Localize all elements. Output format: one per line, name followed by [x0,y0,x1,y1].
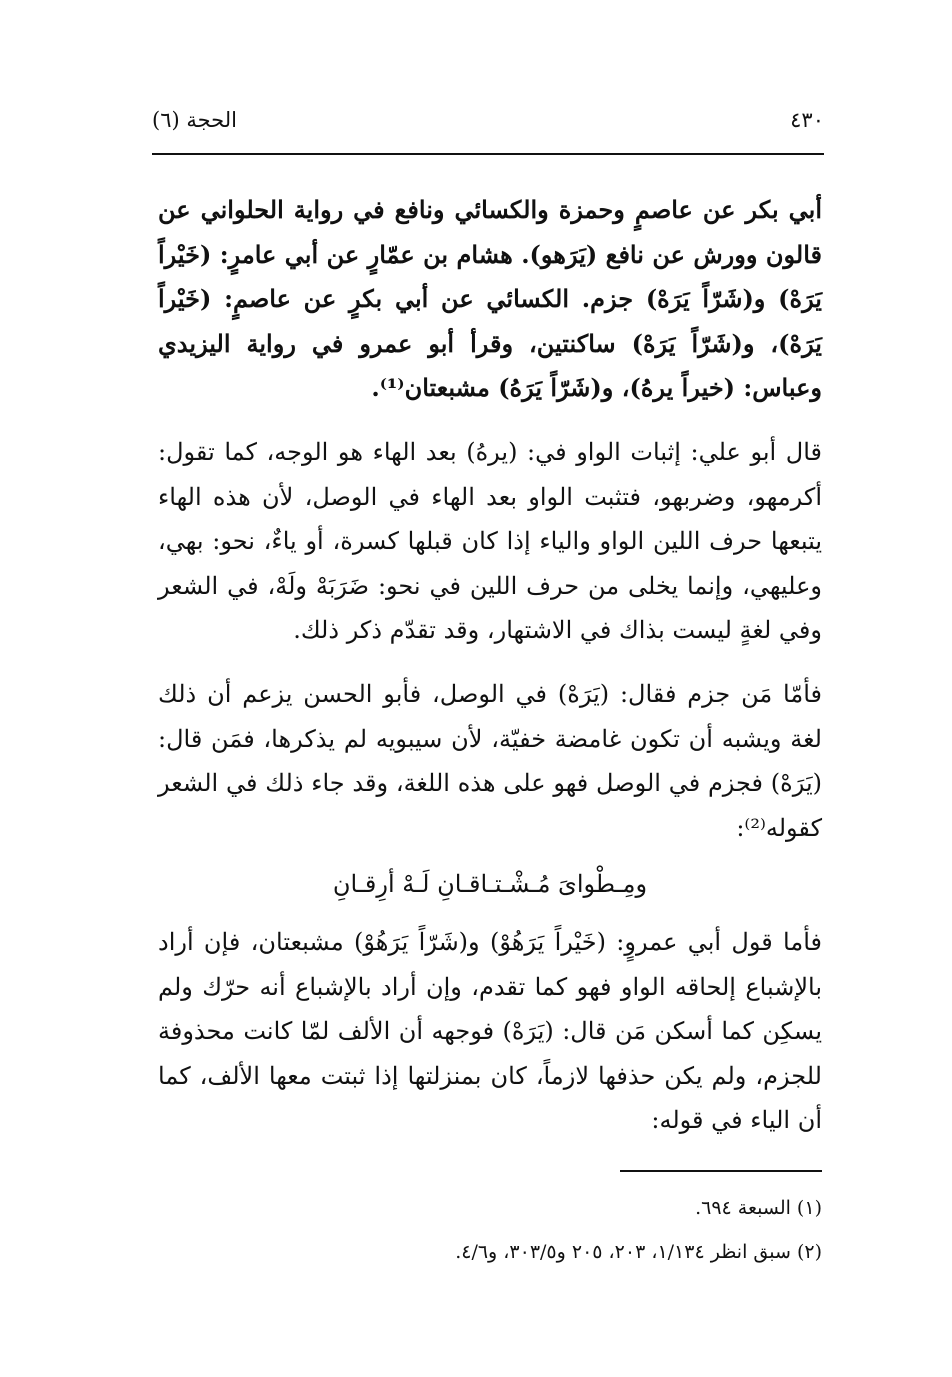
footnote-1: (١) السبعة ٦٩٤. [695,1197,822,1219]
paragraph-2-container [158,430,822,653]
poetry-verse: ومِـطْواىَ مُـشْـتـاقـانِ لَـهْ أرِقـانِ [332,870,648,898]
paragraph-1-container [158,188,822,411]
paragraph-abu-amr: فأما قول أبي عمروٍ: (خَيْراً يَرَهُوْ) و(شَرّاً يَرَهُوْ) مشبعتان، فإن أراد بالإشباع إلحاقه الواو فهو كما تقدم، وإن أراد بالإشباع أنه حرّك ولم يسكِن كما أسكن مَن قال: (يَرَهْ) فوجهه أن الألف لمّا كانت محذوفة للجزم، ولم يكن حذفها لازماً، كان بمنزلتها إذا ثبتت معها الألف، كما أن الياء في قوله: [158,928,822,1134]
footnote-rule [620,1170,822,1172]
paragraph-abu-ali: قال أبو علي: إثبات الواو في: (يرهُ) بعد الهاء هو الوجه، كما تقول: أكرمهو، وضربهو، فتثبت الواو بعد الهاء في الوصل، لأن هذه الهاء يتبعها حرف اللين الواو والياء إذا كان قبلها كسرة، أو ياءٌ، نحو: بهي، وعليهي، وإنما يخلى من حرف اللين في نحو: ضَرَبَهْ ولَهْ، في الشعر وفي لغةٍ ليست بذاك في الاشتهار، وقد تقدّم ذكر ذلك. [158,438,822,644]
running-title: الحجة (٦) [152,108,237,132]
page-header [152,108,824,142]
paragraph-readings: أبي بكر عن عاصمٍ وحمزة والكسائي ونافع في رواية الحلواني عن قالون وورش عن نافع (يَرَهو). هشام بن عمّارٍ عن أبي عامرٍ: (خَيْراً يَرَهْ) و(شَرّاً يَرَهْ) جزم. الكسائي عن أبي بكرٍ عن عاصمٍ: (خَيْراً يَرَهْ)، و(شَرّاً يَرَهْ) ساكنتين، وقرأ أبو عمرو في رواية اليزيدي وعباس: (خيراً يرهُ)، و(شَرّاً يَرَهُ) مشبعتان⁽¹⁾. [158,195,822,402]
paragraph-4-container [158,920,822,1143]
header-rule [152,153,824,155]
page-number: ٤٣٠ [790,108,824,132]
paragraph-3-container [158,672,822,850]
footnote-2: (٢) سبق انظر ١/١٣٤، ٢٠٣، ٢٠٥ و٣٠٣/٥، و٤/٦. [455,1241,822,1263]
paragraph-jazm: فأمّا مَن جزم فقال: (يَرَهْ) في الوصل، فأبو الحسن يزعم أن ذلك لغة ويشبه أن تكون غامضة خفيّة، لأن سيبويه لم يذكرها، فمَن قال: (يَرَهْ) فجزم في الوصل فهو على هذه اللغة، وقد جاء ذلك في الشعر كقوله⁽²⁾: [158,680,822,842]
